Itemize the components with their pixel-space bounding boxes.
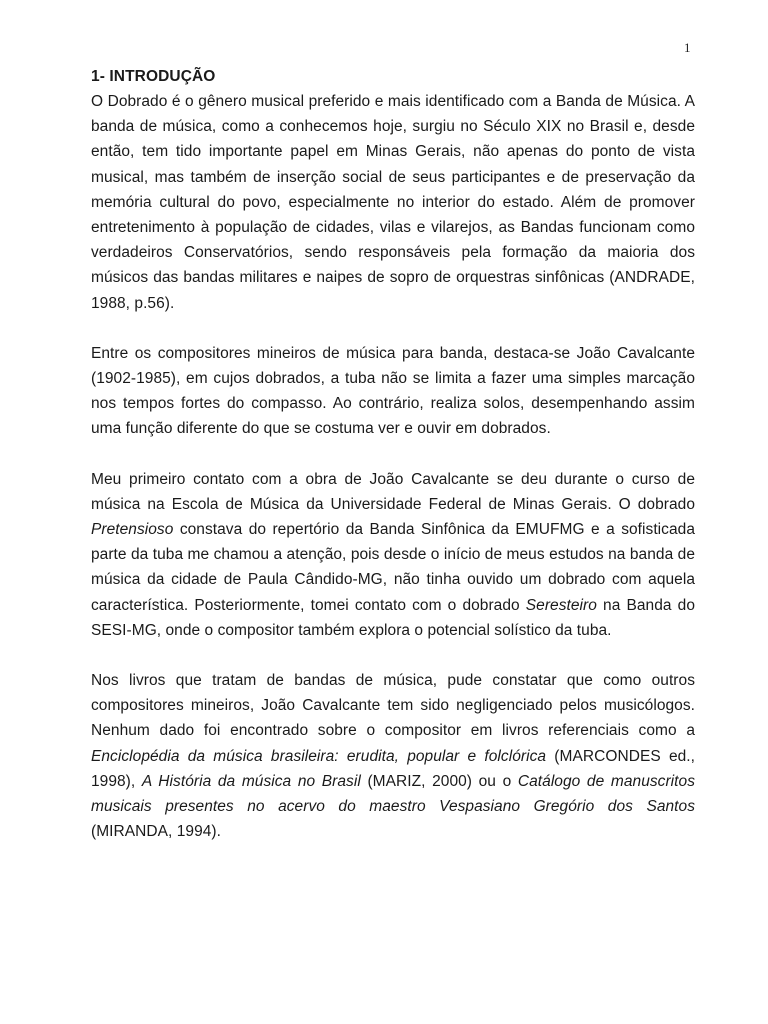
- italic-title-catalogo: Catálogo de manuscritos musicais presentes no acervo do maestro Vespasiano Gregório dos Santos: [91, 772, 695, 816]
- paragraph-first-contact: [91, 467, 695, 643]
- italic-title-historia-musica: A História da música no Brasil: [141, 772, 361, 790]
- text-segment: (MARCONDES ed., 1998),: [91, 747, 696, 790]
- text-segment: (MIRANDA, 1994).: [91, 823, 221, 841]
- text-segment: Meu primeiro contato com a obra de João Cavalcante se deu durante o curso de música na Escola de Música da Universidade Federal de Minas Gerais. O dobrado: [91, 470, 695, 513]
- text-segment: (MARIZ, 2000) ou o: [360, 772, 518, 790]
- text-segment: Nos livros que tratam de bandas de música, pude constatar que como outros compositores mineiros, João Cavalcante tem sido negligenciado pelos musicólogos. Nenhum dado foi encontrado sobre o compositor em livros referenciais como a: [91, 672, 695, 740]
- italic-title-enciclopedia: Enciclopédia da música brasileira: erudita, popular e folclórica: [91, 747, 547, 765]
- italic-title-seresteiro: Seresteiro: [525, 596, 597, 614]
- italic-title-pretensioso: Pretensioso: [91, 521, 174, 539]
- paragraph-literature-gap: [91, 668, 695, 844]
- document-body: [91, 64, 695, 869]
- paragraph-joao-cavalcante: Entre os compositores mineiros de música para banda, destaca-se João Cavalcante (1902-1985), em cujos dobrados, a tuba não se limita a fazer uma simples marcação nos tempos fortes do compasso. Ao contrário, realiza solos, desempenhando assim uma função diferente do que se costuma ver e ouvir em dobrados.: [91, 344, 695, 438]
- paragraph-dobrado-intro: O Dobrado é o gênero musical preferido e mais identificado com a Banda de Música. A banda de música, como a conhecemos hoje, surgiu no Século XIX no Brasil e, desde então, tem tido importante papel em Minas Gerais, não apenas do ponto de vista musical, mas também de inserção social de seus participantes e de preservação da memória cultural do povo, especialmente no interior do estado. Além de promover entretenimento à população de cidades, vilas e vilarejos, as Bandas funcionam como verdadeiros Conservatórios, sendo responsáveis pela formação da maioria dos músicos das bandas militares e naipes de sopro de orquestras sinfônicas (ANDRADE, 1988, p.56).: [91, 93, 695, 312]
- section-title: 1- INTRODUÇÃO: [91, 68, 216, 85]
- text-segment: na Banda do SESI-MG, onde o compositor também explora o potencial solístico da tuba.: [91, 596, 695, 639]
- page-number: 1: [684, 40, 691, 55]
- text-segment: constava do repertório da Banda Sinfônica da EMUFMG e a sofisticada parte da tuba me chamou a atenção, pois desde o início de meus estudos na banda de música da cidade de Paula Cândido-MG, não tinha ouvido um dobrado com aquela característica. Posteriormente, tomei contato com o dobrado: [91, 521, 695, 614]
